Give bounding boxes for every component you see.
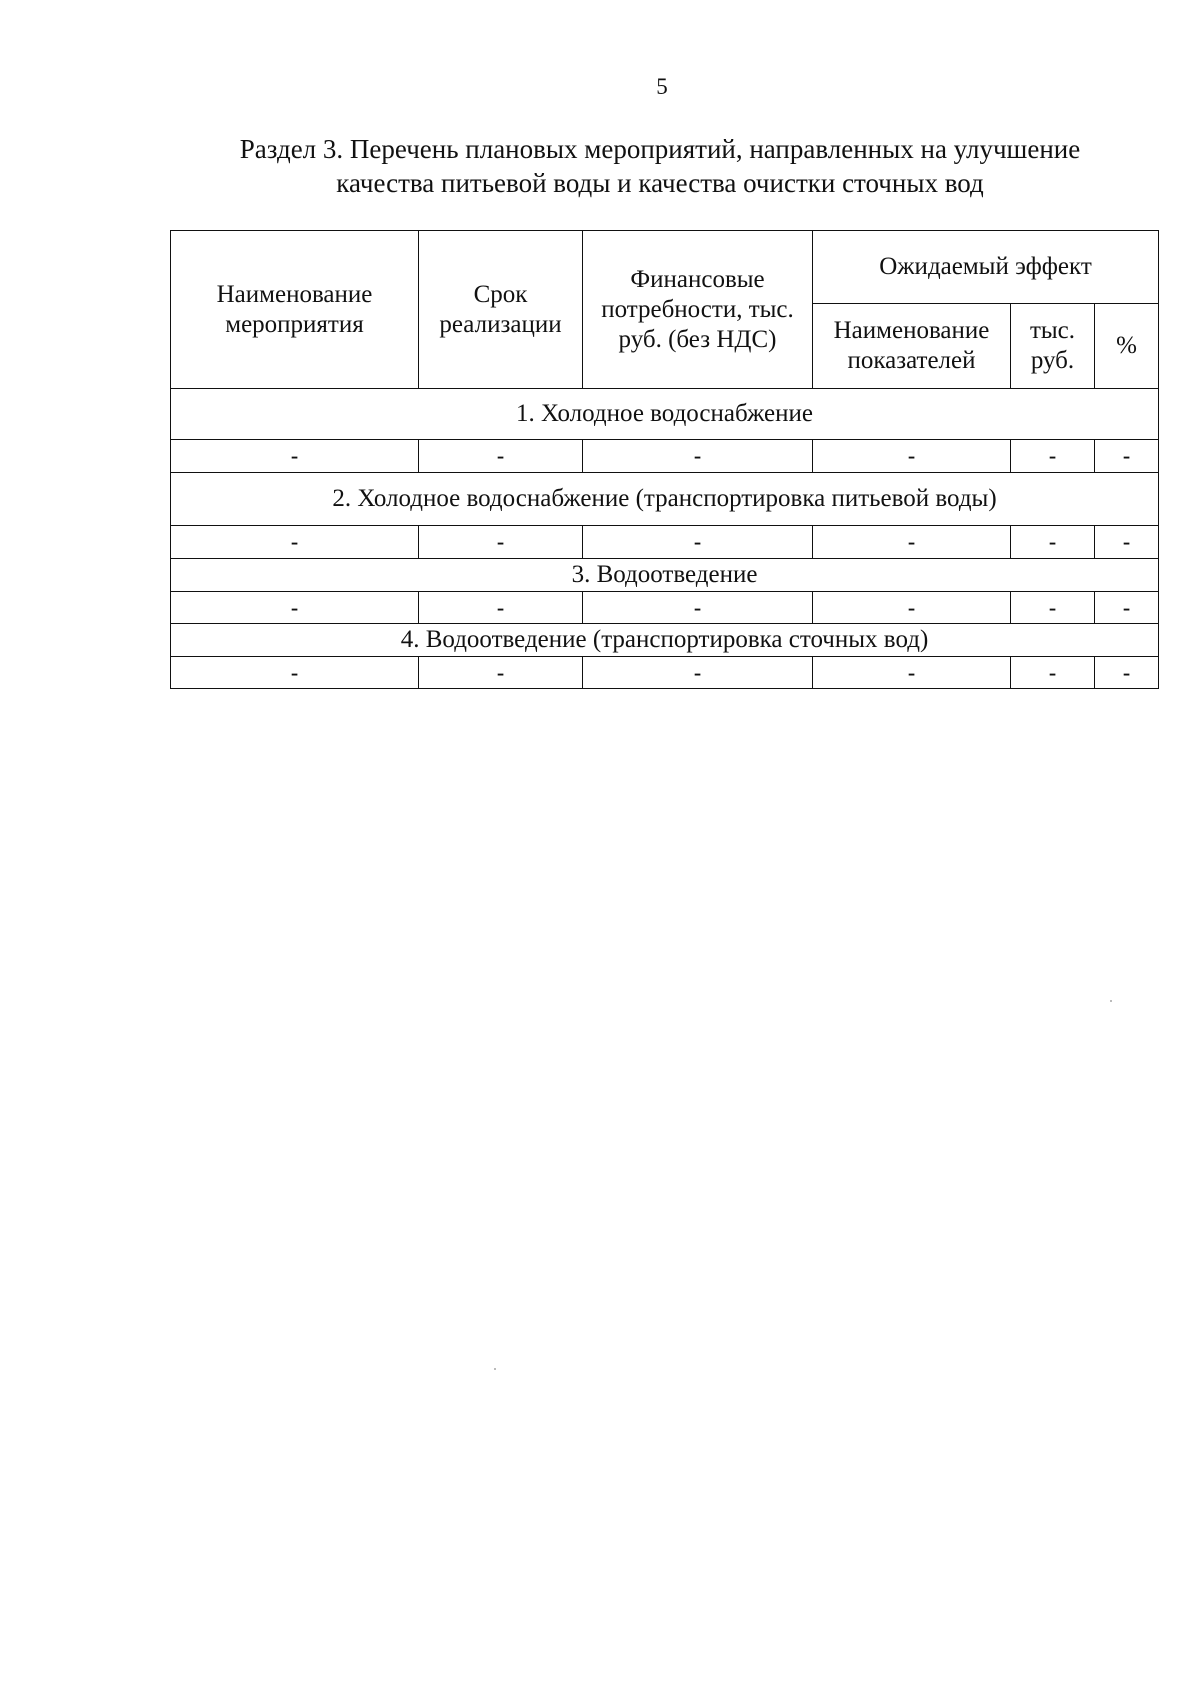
table-cell: - [419,657,583,689]
section-title [180,132,1140,200]
page-number: 5 [656,74,668,99]
table-cell: - [813,657,1011,689]
table-cell: - [583,592,813,624]
section-title-line-1: Раздел 3. Перечень плановых мероприятий, направленных на улучшение [239,134,1081,164]
table-cell: - [583,440,813,473]
header-event-name: Наименование мероприятия [171,231,419,389]
header-indicator-name: Наименование показателей [813,304,1011,389]
table-cell: - [583,657,813,689]
section-heading-4: 4. Водоотведение (транспортировка сточных вод) [171,624,1159,657]
table-cell: - [419,592,583,624]
planned-measures-table [170,230,1159,689]
table-cell: - [1011,657,1095,689]
table-cell: - [171,592,419,624]
scan-speck [1110,1000,1112,1002]
section-heading-2: 2. Холодное водоснабжение (транспортировка питьевой воды) [171,473,1159,526]
table-cell: - [1095,440,1159,473]
table-cell: - [1011,440,1095,473]
table-cell: - [1095,526,1159,559]
table-cell: - [171,526,419,559]
section-heading-1: 1. Холодное водоснабжение [171,389,1159,440]
table-row [171,592,1159,624]
header-percent: % [1095,304,1159,389]
table-cell: - [813,440,1011,473]
header-thousand-rub: тыс. руб. [1011,304,1095,389]
table-cell: - [583,526,813,559]
table-row [171,657,1159,689]
table-cell: - [1095,657,1159,689]
table-cell: - [419,440,583,473]
header-expected-effect: Ожидаемый эффект [813,231,1159,304]
table-cell: - [171,440,419,473]
section-title-line-2: качества питьевой воды и качества очистки сточных вод [336,168,984,198]
header-financial-needs: Финансовые потребности, тыс. руб. (без НДС) [583,231,813,389]
scan-speck [494,1368,496,1370]
header-term: Срок реализации [419,231,583,389]
table-cell: - [171,657,419,689]
section-heading-3: 3. Водоотведение [171,559,1159,592]
table-cell: - [813,526,1011,559]
table-row [171,526,1159,559]
table-cell: - [1011,526,1095,559]
table-row [171,440,1159,473]
table-cell: - [1011,592,1095,624]
table-cell: - [1095,592,1159,624]
table-cell: - [419,526,583,559]
table-cell: - [813,592,1011,624]
